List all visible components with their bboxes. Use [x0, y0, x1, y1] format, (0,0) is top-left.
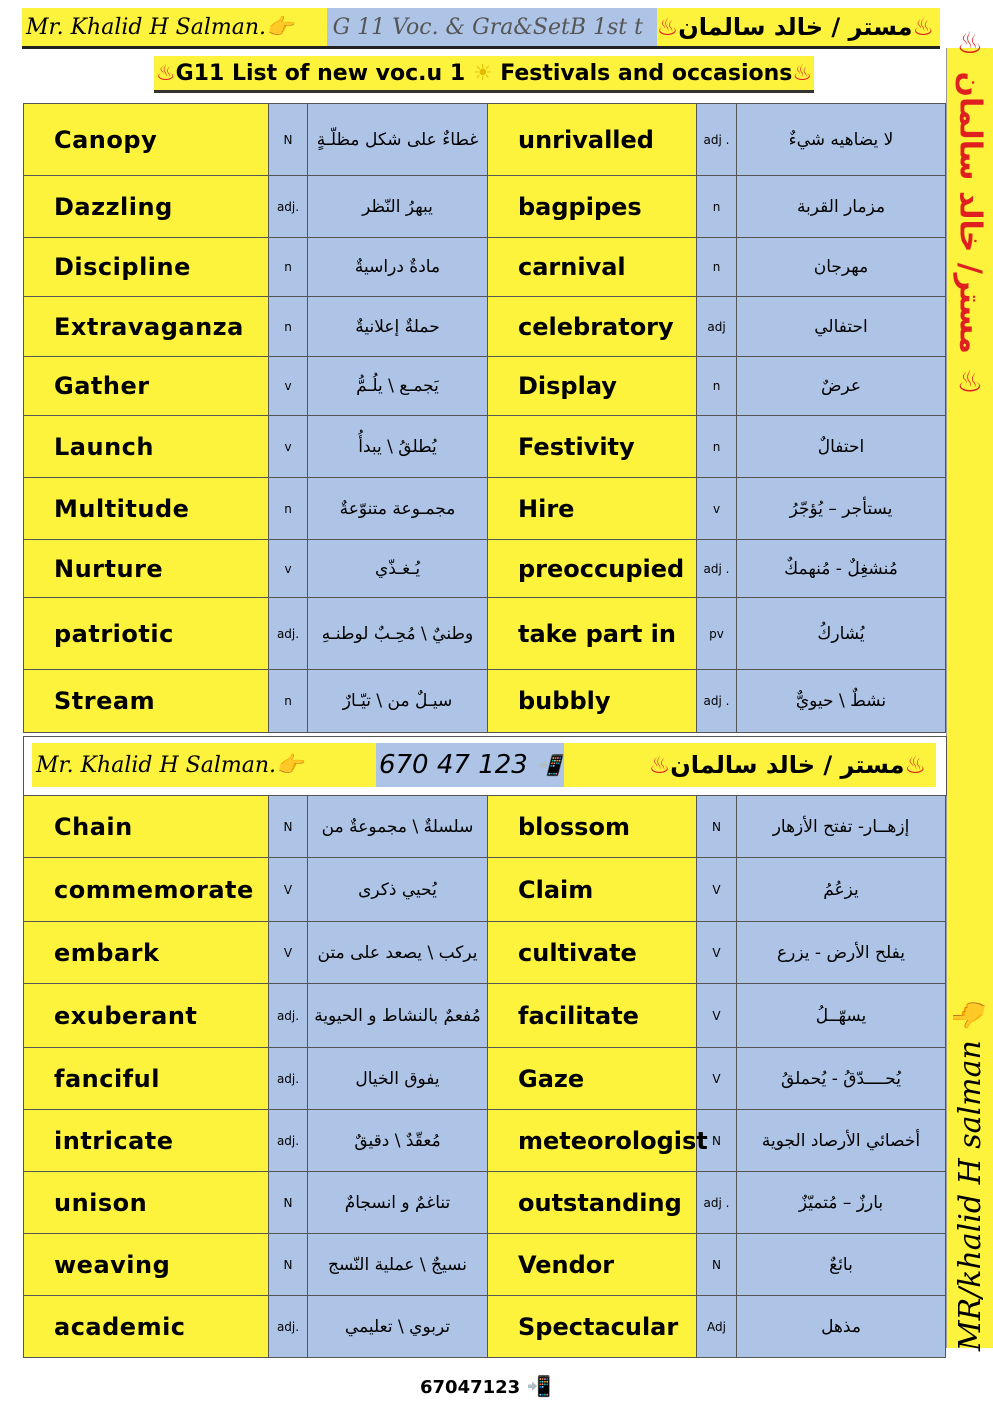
hand-icon: 👉 — [266, 14, 294, 40]
vocab-row — [24, 1110, 946, 1172]
header-course: G 11 Voc. & Gra&SetB 1st t — [327, 8, 657, 46]
header-right-text: مستر / خالد سالمان — [678, 13, 913, 41]
arabic-meaning: مجمـوعة متنوّعةٌ — [308, 478, 488, 540]
flame-icon: ♨ — [648, 751, 671, 779]
arabic-meaning: احتفالٌ — [737, 416, 946, 478]
vocab-row — [24, 357, 946, 416]
arabic-meaning: إزهــار- تفتح الأزهار — [737, 796, 946, 858]
middle-arabic-name — [564, 751, 936, 779]
part-of-speech: n — [697, 176, 737, 238]
middle-teacher-name — [32, 753, 376, 778]
vocab-row — [24, 104, 946, 176]
side-top-text: ♨ مستر/ خالد سالمان ♨ — [952, 26, 988, 400]
arabic-meaning: يُـغـذّي — [308, 540, 488, 598]
part-of-speech: pv — [697, 598, 737, 670]
part-of-speech: N — [697, 796, 737, 858]
arabic-meaning: سيـلٌ من \ تيّـارٌ — [308, 670, 488, 733]
part-of-speech: N — [269, 1234, 308, 1296]
vocab-row — [24, 1048, 946, 1110]
english-word: preoccupied — [488, 540, 697, 598]
part-of-speech: V — [697, 1048, 737, 1110]
part-of-speech: v — [269, 416, 308, 478]
arabic-meaning: يُحــــدّقُ - يُحملقُ — [737, 1048, 946, 1110]
flame-icon: ♨ — [656, 13, 679, 41]
phone-icon: 📲 — [526, 1374, 552, 1398]
arabic-meaning: تربوي \ تعليمي — [308, 1296, 488, 1358]
english-word: Display — [488, 357, 697, 416]
side-bottom-label: MR/khalid H salman — [952, 1040, 988, 1352]
arabic-meaning: احتفالي — [737, 297, 946, 357]
english-word: patriotic — [24, 598, 269, 670]
page-title — [154, 56, 814, 93]
vocab-row — [24, 478, 946, 540]
part-of-speech: n — [697, 416, 737, 478]
header-bar — [22, 8, 940, 49]
arabic-meaning: يفوق الخيال — [308, 1048, 488, 1110]
arabic-meaning: يركب \ يصعد على متن — [308, 922, 488, 984]
arabic-meaning: مادةٌ دراسيةٌ — [308, 238, 488, 297]
english-word: Hire — [488, 478, 697, 540]
arabic-meaning: مُنشغِلٌ - مُنهمكٌ — [737, 540, 946, 598]
english-word: take part in — [488, 598, 697, 670]
english-word: unrivalled — [488, 104, 697, 176]
english-word: facilitate — [488, 984, 697, 1048]
english-word: carnival — [488, 238, 697, 297]
vocab-table-1 — [23, 103, 946, 733]
english-word: bagpipes — [488, 176, 697, 238]
english-word: unison — [24, 1172, 269, 1234]
arabic-meaning: يُحيي ذكرى — [308, 858, 488, 922]
english-word: commemorate — [24, 858, 269, 922]
english-word: Vendor — [488, 1234, 697, 1296]
part-of-speech: adj. — [269, 176, 308, 238]
part-of-speech: V — [269, 922, 308, 984]
english-word: Gather — [24, 357, 269, 416]
vocab-row — [24, 297, 946, 357]
part-of-speech: n — [269, 238, 308, 297]
arabic-meaning: يفلح الأرض - يزرع — [737, 922, 946, 984]
part-of-speech: N — [697, 1110, 737, 1172]
part-of-speech: n — [697, 357, 737, 416]
part-of-speech: V — [697, 922, 737, 984]
english-word: celebratory — [488, 297, 697, 357]
flame-icon: ♨ — [904, 751, 926, 779]
vocab-row — [24, 540, 946, 598]
part-of-speech: V — [269, 858, 308, 922]
vocab-row — [24, 598, 946, 670]
arabic-meaning: مزمار القربة — [737, 176, 946, 238]
arabic-meaning: مهرجان — [737, 238, 946, 297]
middle-bar — [23, 736, 947, 796]
part-of-speech: N — [269, 104, 308, 176]
vocab-row — [24, 416, 946, 478]
arabic-meaning: يبهرُ النّظر — [308, 176, 488, 238]
vocab-row — [24, 670, 946, 733]
english-word: academic — [24, 1296, 269, 1358]
arabic-meaning: يسهّــلُ — [737, 984, 946, 1048]
english-word: Multitude — [24, 478, 269, 540]
title-text: G11 List of new voc.u 1 — [175, 60, 466, 86]
english-word: Nurture — [24, 540, 269, 598]
part-of-speech: V — [697, 858, 737, 922]
header-left-text: Mr. Khalid H Salman. — [26, 14, 267, 40]
english-word: intricate — [24, 1110, 269, 1172]
vocab-row — [24, 176, 946, 238]
english-word: fanciful — [24, 1048, 269, 1110]
english-word: Discipline — [24, 238, 269, 297]
arabic-meaning: سلسلةٌ \ مجموعةٌ من — [308, 796, 488, 858]
english-word: Gaze — [488, 1048, 697, 1110]
arabic-meaning: بائعٌ — [737, 1234, 946, 1296]
english-word: Extravaganza — [24, 297, 269, 357]
flame-icon: ♨ — [155, 60, 176, 86]
arabic-meaning: نشطٌ \ حيويٌّ — [737, 670, 946, 733]
vocab-row — [24, 1234, 946, 1296]
arabic-meaning: مذهل — [737, 1296, 946, 1358]
english-word: Stream — [24, 670, 269, 733]
arabic-meaning: عرضٌ — [737, 357, 946, 416]
part-of-speech: adj — [697, 297, 737, 357]
english-word: Dazzling — [24, 176, 269, 238]
arabic-meaning: يَجمـع \ يلُـمُّ — [308, 357, 488, 416]
part-of-speech: adj. — [269, 598, 308, 670]
part-of-speech: V — [697, 984, 737, 1048]
vocab-row — [24, 1296, 946, 1358]
arabic-meaning: أخصائي الأرصاد الجوية — [737, 1110, 946, 1172]
part-of-speech: n — [697, 238, 737, 297]
arabic-meaning: لا يضاهيه شيءٌ — [737, 104, 946, 176]
part-of-speech: adj . — [697, 1172, 737, 1234]
english-word: Launch — [24, 416, 269, 478]
side-bar — [946, 26, 993, 1352]
part-of-speech: adj. — [269, 1296, 308, 1358]
sun-icon: ☀ — [465, 60, 501, 86]
side-top — [947, 26, 993, 400]
part-of-speech: adj. — [269, 1048, 308, 1110]
flame-icon: ♨ — [912, 13, 934, 41]
vocab-row — [24, 796, 946, 858]
part-of-speech: Adj — [697, 1296, 737, 1358]
middle-phone — [376, 743, 564, 787]
part-of-speech: n — [269, 670, 308, 733]
english-word: Spectacular — [488, 1296, 697, 1358]
english-word: Chain — [24, 796, 269, 858]
english-word: exuberant — [24, 984, 269, 1048]
arabic-meaning: مُعقّدٌ \ دقيقٌ — [308, 1110, 488, 1172]
english-word: blossom — [488, 796, 697, 858]
arabic-meaning: حملةٌ إعلانيةٌ — [308, 297, 488, 357]
flame-icon: ♨ — [792, 60, 813, 86]
side-bottom — [947, 994, 993, 1352]
side-top-label: مستر/ خالد سالمان — [952, 71, 988, 355]
english-word: Claim — [488, 858, 697, 922]
arabic-meaning: يستأجر – يُؤجّرُ — [737, 478, 946, 540]
arabic-meaning: بارزٌ – مُتميّزٌ — [737, 1172, 946, 1234]
vocab-row — [24, 984, 946, 1048]
vocab-row — [24, 238, 946, 297]
english-word: bubbly — [488, 670, 697, 733]
arabic-meaning: مُفعمٌ بالنشاط و الحيوية — [308, 984, 488, 1048]
phone-icon: 📲 — [536, 753, 562, 777]
english-word: weaving — [24, 1234, 269, 1296]
subtitle-text: Festivals and occasions — [500, 60, 793, 86]
english-word: Festivity — [488, 416, 697, 478]
arabic-meaning: يُطلقُ \ يبدأُ — [308, 416, 488, 478]
part-of-speech: adj . — [697, 670, 737, 733]
arabic-meaning: تناغمٌ و انسجامٌ — [308, 1172, 488, 1234]
footer-phone — [420, 1374, 551, 1398]
side-bottom-text: MR/khalid H salman 👉 — [952, 994, 988, 1352]
part-of-speech: adj. — [269, 1110, 308, 1172]
arabic-meaning: يُشاركُ — [737, 598, 946, 670]
middle-left-text: Mr. Khalid H Salman. — [36, 752, 277, 778]
part-of-speech: v — [269, 357, 308, 416]
part-of-speech: n — [269, 478, 308, 540]
arabic-meaning: يزعُمُ — [737, 858, 946, 922]
part-of-speech: adj. — [269, 984, 308, 1048]
vocab-row — [24, 1172, 946, 1234]
middle-right-text: مستر / خالد سالمان — [670, 751, 905, 779]
part-of-speech: v — [697, 478, 737, 540]
vocab-row — [24, 922, 946, 984]
header-teacher-name — [22, 8, 327, 46]
middle-bar-inner — [32, 743, 936, 787]
part-of-speech: N — [269, 1172, 308, 1234]
part-of-speech: n — [269, 297, 308, 357]
arabic-meaning: نسيجٌ \ عملية النّسج — [308, 1234, 488, 1296]
arabic-meaning: غطاءٌ على شكل مظلّـةٍ — [308, 104, 488, 176]
english-word: embark — [24, 922, 269, 984]
vocab-row — [24, 858, 946, 922]
english-word: outstanding — [488, 1172, 697, 1234]
arabic-meaning: وطنيٌ \ مُحِـبٌ لوطنـهِ — [308, 598, 488, 670]
hand-icon: 👉 — [276, 752, 304, 778]
english-word: Canopy — [24, 104, 269, 176]
header-arabic-name — [657, 8, 940, 46]
middle-phone-text: 670 47 123 — [378, 750, 528, 780]
english-word: cultivate — [488, 922, 697, 984]
english-word: meteorologist — [488, 1110, 697, 1172]
part-of-speech: adj . — [697, 540, 737, 598]
part-of-speech: N — [697, 1234, 737, 1296]
part-of-speech: N — [269, 796, 308, 858]
vocab-table-2 — [23, 795, 946, 1358]
footer-phone-text: 67047123 — [420, 1377, 521, 1398]
part-of-speech: v — [269, 540, 308, 598]
part-of-speech: adj . — [697, 104, 737, 176]
